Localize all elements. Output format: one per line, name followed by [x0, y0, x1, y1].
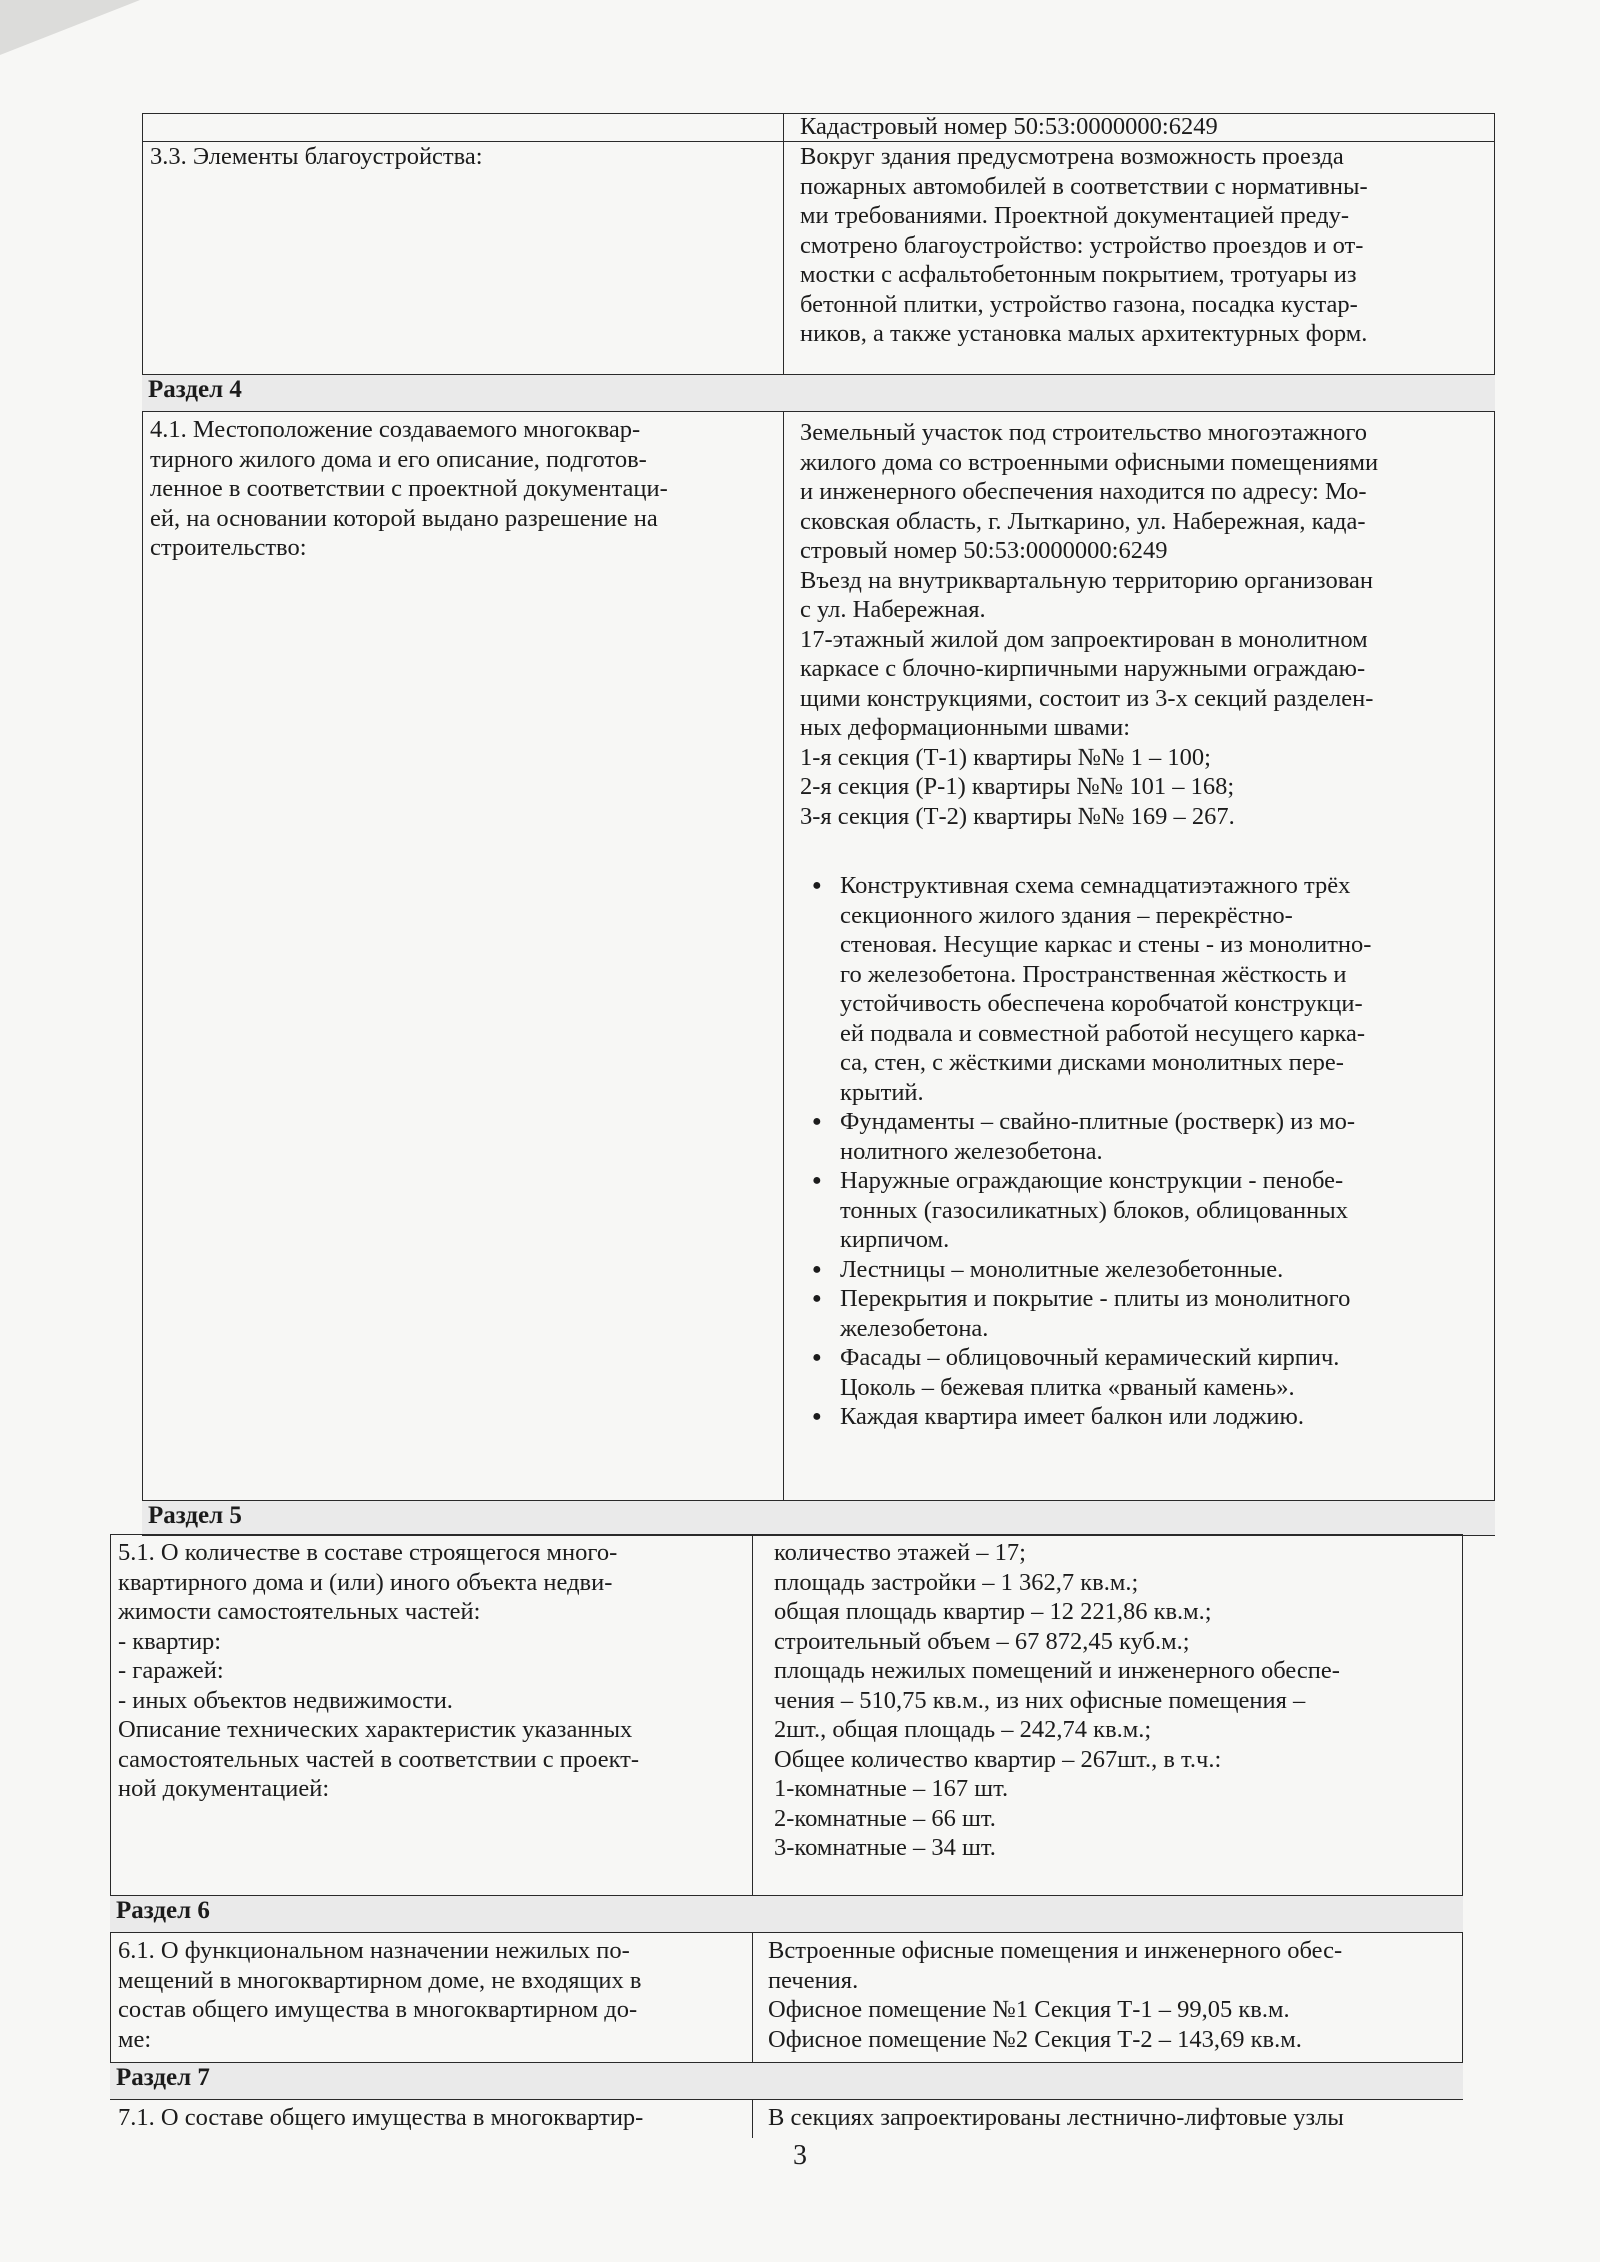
text-line: са, стен, с жёсткими дисками монолитных пере- [840, 1049, 1344, 1076]
text-line: крытий. [840, 1078, 924, 1106]
text-line: жимости самостоятельных частей: [118, 1598, 481, 1625]
section-4-header: Раздел 4 [142, 374, 1495, 412]
column-divider [752, 1932, 753, 2063]
text-line: Земельный участок под строительство многоэтажного [800, 419, 1368, 446]
scan-corner-fold [0, 0, 140, 55]
text-line: ● Конструктивная схема семнадцатиэтажного трёх [840, 872, 1351, 899]
text-line: пожарных автомобилей в соответствии с нормативны- [800, 172, 1368, 200]
text-line: - иных объектов недвижимости. [118, 1686, 453, 1714]
text-line: тонных (газосиликатных) блоков, облицованных [840, 1196, 1348, 1224]
text-line: площадь застройки – 1 362,7 кв.м.; [774, 1568, 1139, 1596]
text-line: 2-комнатные – 66 шт. [774, 1804, 996, 1832]
item-4-1-value [800, 418, 1480, 831]
text-line: общая площадь квартир – 12 221,86 кв.м.; [774, 1598, 1212, 1625]
bullet-item [808, 1255, 1463, 1285]
text-line: мостки с асфальтобетонным покрытием, тротуары из [800, 261, 1357, 288]
text-line: площадь нежилых помещений и инженерного обеспе- [774, 1657, 1340, 1684]
bullet-text: ● Лестницы – монолитные железобетонные. [840, 1255, 1284, 1283]
text-line: смотрено благоустройство: устройство проездов и от- [800, 231, 1364, 259]
text-line: ей подвала и совместной работой несущего карка- [840, 1019, 1366, 1047]
text-line: Въезд на внутриквартальную территорию организован [800, 566, 1373, 594]
section-7-header: Раздел 7 [110, 2062, 1463, 2100]
bullet-item [808, 1166, 1463, 1255]
text-line: кирпичом. [840, 1226, 950, 1253]
item-7-1-value: В секциях запроектированы лестнично-лифтовые узлы [768, 2104, 1344, 2131]
text-line: квартирного дома и (или) иного объекта недви- [118, 1568, 613, 1596]
item-7-1-label: 7.1. О составе общего имущества в многоквартир- [118, 2104, 644, 2131]
text-line: 2шт., общая площадь – 242,74 кв.м.; [774, 1716, 1152, 1743]
construction-bullets [808, 871, 1463, 1432]
item-5-1-value [774, 1538, 1454, 1863]
text-line: ● Наружные ограждающие конструкции - пенобе- [840, 1167, 1344, 1194]
text-line: Офисное помещение №2 Секция Т-2 – 143,69 кв.м. [768, 2025, 1302, 2053]
text-line: 1-комнатные – 167 шт. [774, 1775, 1009, 1802]
text-line: ников, а также установка малых архитектурных форм. [800, 320, 1368, 347]
section-line: 3-я секция (Т-2) квартиры №№ 169 – 267. [800, 802, 1235, 830]
cadastral-number-cell: Кадастровый номер 50:53:0000000:6249 [800, 113, 1218, 140]
text-line: каркасе с блочно-кирпичными наружными ограждаю- [800, 655, 1366, 682]
text-line: мещений в многоквартирном доме, не входящих в [118, 1966, 642, 1994]
text-line: тирного жилого дома и его описание, подготов- [150, 445, 647, 473]
text-line: щими конструкциями, состоит из 3-х секций разделен- [800, 684, 1374, 712]
item-5-1-label [118, 1538, 743, 1804]
text-line: ● Перекрытия и покрытие - плиты из монолитного [840, 1285, 1351, 1312]
text-line: бетонной плитки, устройство газона, посадка кустар- [800, 290, 1358, 318]
text-line: ей, на основании которой выдано разрешение на [150, 504, 658, 532]
bullet-item [808, 1402, 1463, 1432]
text-line: Описание технических характеристик указанных [118, 1716, 633, 1743]
text-line: количество этажей – 17; [774, 1539, 1026, 1566]
item-3-3-value [800, 142, 1470, 349]
text-line: строительный объем – 67 872,45 куб.м.; [774, 1627, 1190, 1655]
text-line: ● Фасады – облицовочный керамический кирпич. [840, 1344, 1340, 1371]
text-line: чения – 510,75 кв.м., из них офисные помещения – [774, 1686, 1306, 1714]
bullet-item [808, 871, 1463, 1107]
text-line: - квартир: [118, 1627, 222, 1655]
text-line: самостоятельных частей в соответствии с проект- [118, 1745, 640, 1773]
item-6-1-value [768, 1936, 1453, 2054]
text-line: и инженерного обеспечения находится по адресу: Мо- [800, 478, 1367, 505]
bullet-item [808, 1343, 1463, 1402]
text-line: 4.1. Местоположение создаваемого многоквар- [150, 416, 641, 443]
text-line: Вокруг здания предусмотрена возможность проезда [800, 143, 1344, 170]
text-line: устойчивость обеспечена коробчатой конструкци- [840, 990, 1363, 1017]
text-line: - гаражей: [118, 1657, 224, 1684]
text-line: строительство: [150, 534, 307, 561]
text-line: печения. [768, 1966, 859, 1994]
item-3-3-label: 3.3. Элементы благоустройства: [150, 143, 483, 170]
text-line: сковская область, г. Лыткарино, ул. Набережная, када- [800, 507, 1366, 535]
section-line: 1-я секция (Т-1) квартиры №№ 1 – 100; [800, 743, 1211, 771]
text-line: ных деформационными швами: [800, 714, 1131, 741]
column-divider [752, 2100, 753, 2138]
text-line: состав общего имущества в многоквартирном до- [118, 1996, 638, 2023]
bullet-item [808, 1284, 1463, 1343]
text-line: ленное в соответствии с проектной документаци- [150, 475, 668, 502]
bullet-text: ● Каждая квартира имеет балкон или лоджию. [840, 1403, 1304, 1430]
text-line: ми требованиями. Проектной документацией преду- [800, 202, 1350, 229]
page-number: 3 [793, 2140, 807, 2171]
bullet-item [808, 1107, 1463, 1166]
text-line: ме: [118, 2025, 152, 2053]
text-line: Встроенные офисные помещения и инженерного обес- [768, 1937, 1343, 1964]
item-4-1-label [150, 415, 770, 563]
text-line: ной документацией: [118, 1775, 330, 1802]
text-line: с ул. Набережная. [800, 596, 986, 623]
column-divider [783, 411, 784, 1501]
text-line: стровый номер 50:53:0000000:6249 [800, 537, 1168, 564]
text-line: Цоколь – бежевая плитка «рваный камень». [840, 1373, 1295, 1401]
text-line: 3-комнатные – 34 шт. [774, 1834, 996, 1861]
column-divider [752, 1534, 753, 1896]
text-line: секционного жилого здания – перекрёстно- [840, 901, 1293, 929]
text-line: 17-этажный жилой дом запроектирован в монолитном [800, 625, 1368, 653]
text-line: Офисное помещение №1 Секция Т-1 – 99,05 кв.м. [768, 1996, 1290, 2023]
text-line: жилого дома со встроенными офисными помещениями [800, 448, 1379, 476]
section-6-header: Раздел 6 [110, 1895, 1463, 1933]
text-line: стеновая. Несущие каркас и стены - из монолитно- [840, 931, 1372, 958]
column-divider [783, 113, 784, 375]
text-line: железобетона. [840, 1314, 989, 1342]
section-5-header: Раздел 5 [142, 1500, 1495, 1536]
text-line: Общее количество квартир – 267шт., в т.ч.: [774, 1745, 1222, 1773]
section-line: 2-я секция (Р-1) квартиры №№ 101 – 168; [800, 773, 1235, 800]
item-6-1-label [118, 1936, 743, 2054]
text-line: 6.1. О функциональном назначении нежилых по- [118, 1937, 630, 1964]
text-line: нолитного железобетона. [840, 1137, 1103, 1165]
text-line: 5.1. О количестве в составе строящегося много- [118, 1539, 618, 1566]
text-line: ● Фундаменты – свайно-плитные (ростверк) из мо- [840, 1108, 1355, 1135]
text-line: го железобетона. Пространственная жёсткость и [840, 960, 1347, 988]
